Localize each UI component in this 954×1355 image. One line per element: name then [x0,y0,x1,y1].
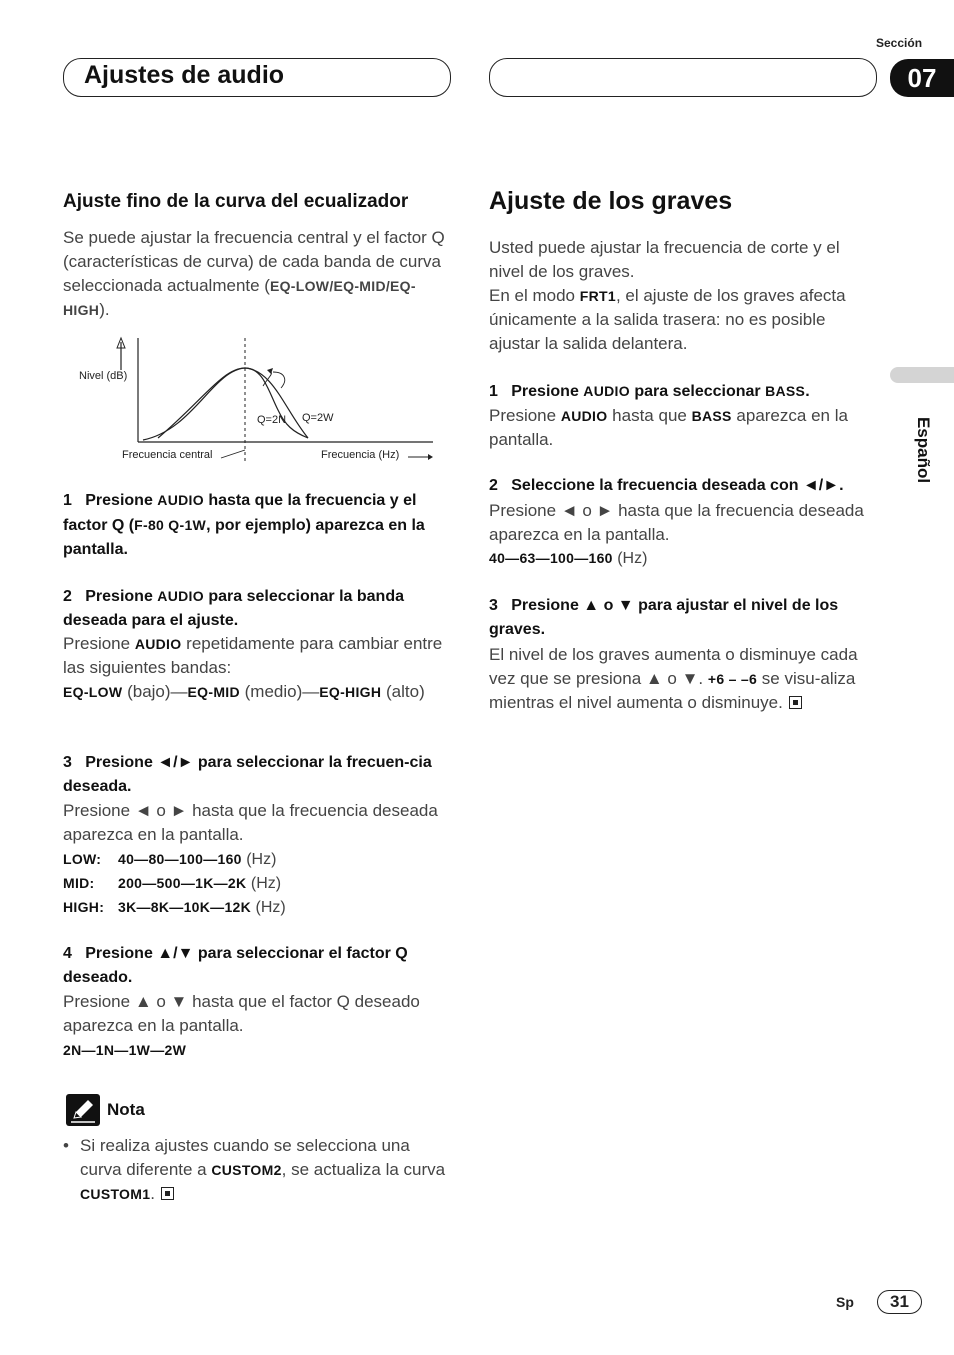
right-step-1: 1 Presione AUDIO para seleccionar BASS. [489,383,810,400]
eq-bands-code: EQ-LOW/EQ-MID/EQ-HIGH [63,278,416,318]
note-icon [66,1094,100,1126]
left-intro: Se puede ajustar la frecuencia central y el factor Q (características de curva) de cada banda de curva seleccionada actualmente (EQ-LOW/EQ-MID/EQ-HIGH). [63,228,445,319]
left-step-4: 4 Presione ▲/▼ para seleccionar el factor Q deseado. [63,945,408,986]
left-step-3-body: Presione ◄ o ► hasta que la frecuencia deseada aparezca en la pantalla. [63,801,438,844]
section-number-badge: 07 [890,59,954,97]
left-step-3: 3 Presione ◄/► para seleccionar la frecuen-cia deseada. [63,754,432,795]
note-title: Nota [107,1100,145,1119]
graph-q-wide-label: Q=2W [302,412,334,424]
right-heading: Ajuste de los graves [489,187,733,215]
q-factor-sequence: 2N—1N—1W—2W [63,1042,187,1058]
page-number: 31 [877,1290,922,1314]
left-step-1: 1 Presione AUDIO hasta que la frecuencia y el factor Q (F-80 Q-1W, por ejemplo) aparezca en la pantalla. [63,492,425,558]
right-step-1-body: Presione AUDIO hasta que BASS aparezca en la pantalla. [489,406,848,449]
left-band-sequence: EQ-LOW (bajo)—EQ-MID (medio)—EQ-HIGH (alto) [63,682,425,701]
bass-freq-sequence: 40—63—100—160 (Hz) [489,550,648,567]
end-mark-icon [161,1187,174,1200]
right-step-3-body: El nivel de los graves aumenta o disminuye cada vez que se presiona ▲ o ▼. +6 – –6 se visu-aliza mientras el nivel aumenta o disminuye. [489,645,858,712]
freq-row-mid: MID: 200—500—1K—2K (Hz) [63,875,282,892]
freq-row-high: HIGH: 3K—8K—10K—12K (Hz) [63,899,286,916]
graph-q-narrow-label: Q=2N [257,414,287,426]
right-intro: Usted puede ajustar la frecuencia de corte y el nivel de los graves. [489,238,840,281]
page-title: Ajustes de audio [84,61,285,89]
left-step-2-body: Presione AUDIO repetidamente para cambiar entre las siguientes bandas: [63,634,443,677]
left-step-2: 2 Presione AUDIO para seleccionar la banda deseada para el ajuste. [63,588,404,629]
sidebar-language-tab [890,367,954,383]
graph-ylabel: Nivel (dB) [79,370,128,382]
note-bullet: • [63,1136,69,1155]
graph-xlabel-right: Frecuencia (Hz) [321,449,400,461]
header-blank-frame [489,58,877,97]
note-text: Si realiza ajustes cuando se selecciona una curva diferente a CUSTOM2, se actualiza la curva CUSTOM1. [80,1136,446,1203]
end-mark-icon [789,696,802,709]
right-step-2-body: Presione ◄ o ► hasta que la frecuencia deseada aparezca en la pantalla. [489,501,864,544]
freq-row-low: LOW: 40—80—100—160 (Hz) [63,851,277,868]
graph-xlabel-center: Frecuencia central [122,449,213,461]
right-step-3: 3 Presione ▲ o ▼ para ajustar el nivel de los graves. [489,597,839,638]
footer-lang-code: Sp [836,1294,854,1310]
right-frt1-note: En el modo FRT1, el ajuste de los graves afecta únicamente a la salida trasera: no es posible ajustar la salida delantera. [489,286,846,353]
section-label: Sección [876,36,923,50]
left-heading: Ajuste fino de la curva del ecualizador [63,191,409,212]
left-step-4-body: Presione ▲ o ▼ hasta que el factor Q deseado aparezca en la pantalla. [63,992,420,1035]
sidebar-language-label: Español [914,416,933,484]
right-step-2: 2 Seleccione la frecuencia deseada con ◄/►. [489,477,844,494]
